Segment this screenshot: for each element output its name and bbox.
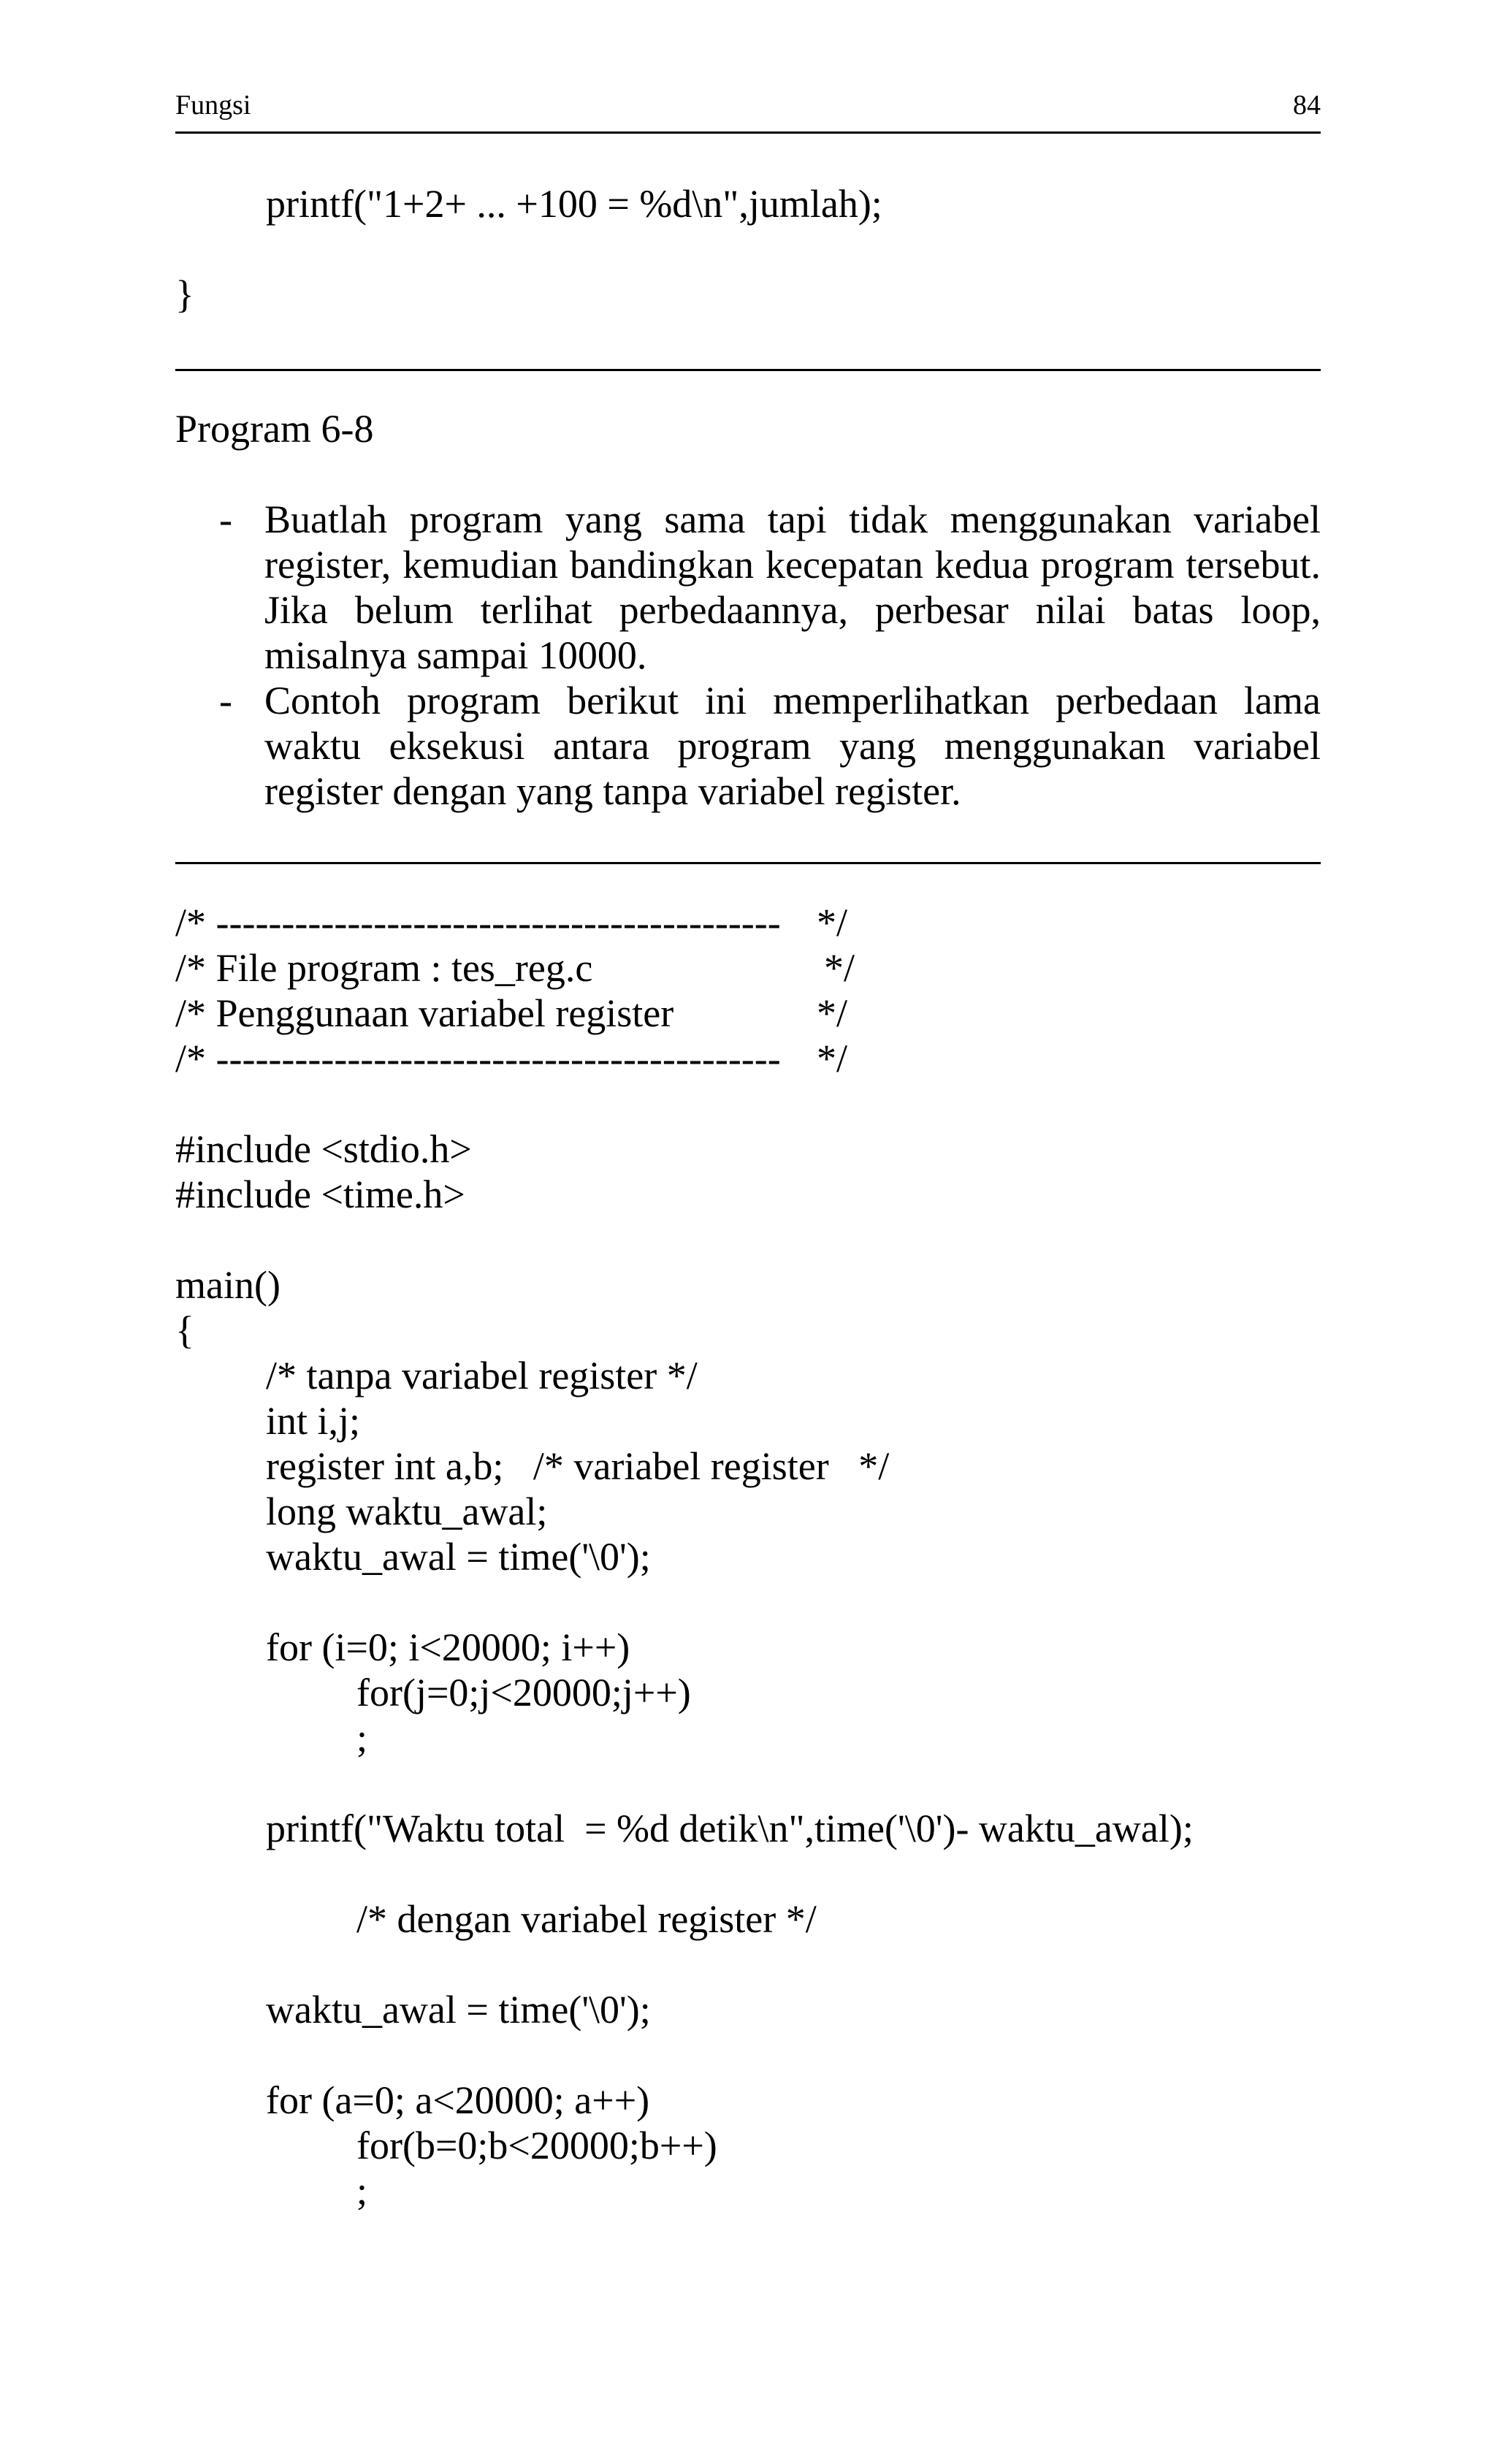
code-line: printf("Waktu total = %d detik\n",time('\0')- waktu_awal);: [266, 1807, 1194, 1850]
list-item: [219, 678, 1321, 817]
bullet-text: Contoh program berikut ini memperlihatkan perbedaan lama waktu eksekusi antara program yang menggunakan variabel register dengan yang tanpa variabel register.: [264, 679, 1321, 813]
code-line: for(b=0;b<20000;b++): [356, 2124, 717, 2167]
code-line-include-time: #include <time.h>: [175, 1172, 465, 1216]
code-line-open-brace: {: [175, 1308, 194, 1352]
code-line: /* tanpa variabel register */: [266, 1354, 698, 1397]
divider: [175, 862, 1321, 864]
code-line-main: main(): [175, 1263, 280, 1307]
code-line: ;: [356, 2169, 368, 2213]
comment-line-end: */: [824, 946, 855, 990]
comment-line-end: */: [817, 1037, 848, 1080]
code-line: int i,j;: [266, 1399, 361, 1443]
code-line: register int a,b; /* variabel register */: [266, 1444, 890, 1488]
header-section-title: Fungsi: [175, 90, 251, 121]
code-line: waktu_awal = time('\0');: [266, 1535, 651, 1579]
code-line: long waktu_awal;: [266, 1490, 548, 1533]
code-line: ;: [356, 1716, 368, 1760]
bullet-text: Buatlah program yang sama tapi tidak menggunakan variabel register, kemudian bandingkan kecepatan kedua program tersebut. Jika belum terlihat perbedaannya, perbesar nilai batas loop, misalnya sampai 10000.: [264, 497, 1321, 677]
code-line: for (i=0; i<20000; i++): [266, 1625, 630, 1669]
code-line: for(j=0;j<20000;j++): [356, 1671, 691, 1714]
comment-line: /* Penggunaan variabel register: [175, 991, 674, 1035]
divider: [175, 369, 1321, 371]
comment-line-end: */: [817, 991, 848, 1035]
comment-line-end: */: [817, 901, 848, 945]
header-page-number: 84: [1293, 90, 1321, 121]
page-header: [175, 86, 1321, 134]
code-line-printf-jumlah: printf("1+2+ ... +100 = %d\n",jumlah);: [266, 182, 882, 226]
code-line-closing-brace: }: [175, 272, 194, 316]
code-line-include-stdio: #include <stdio.h>: [175, 1127, 472, 1171]
code-line: /* dengan variabel register */: [356, 1897, 817, 1941]
comment-line: /* -------------------------------------------: [175, 901, 781, 945]
bullet-dash: -: [219, 679, 232, 722]
comment-line: /* -------------------------------------------: [175, 1037, 781, 1080]
code-line: waktu_awal = time('\0');: [266, 1988, 651, 2032]
list-item: [219, 497, 1321, 679]
bullet-dash: -: [219, 497, 232, 541]
comment-line: /* File program : tes_reg.c: [175, 946, 593, 990]
code-line: for (a=0; a<20000; a++): [266, 2078, 650, 2122]
program-label: Program 6-8: [175, 407, 374, 451]
